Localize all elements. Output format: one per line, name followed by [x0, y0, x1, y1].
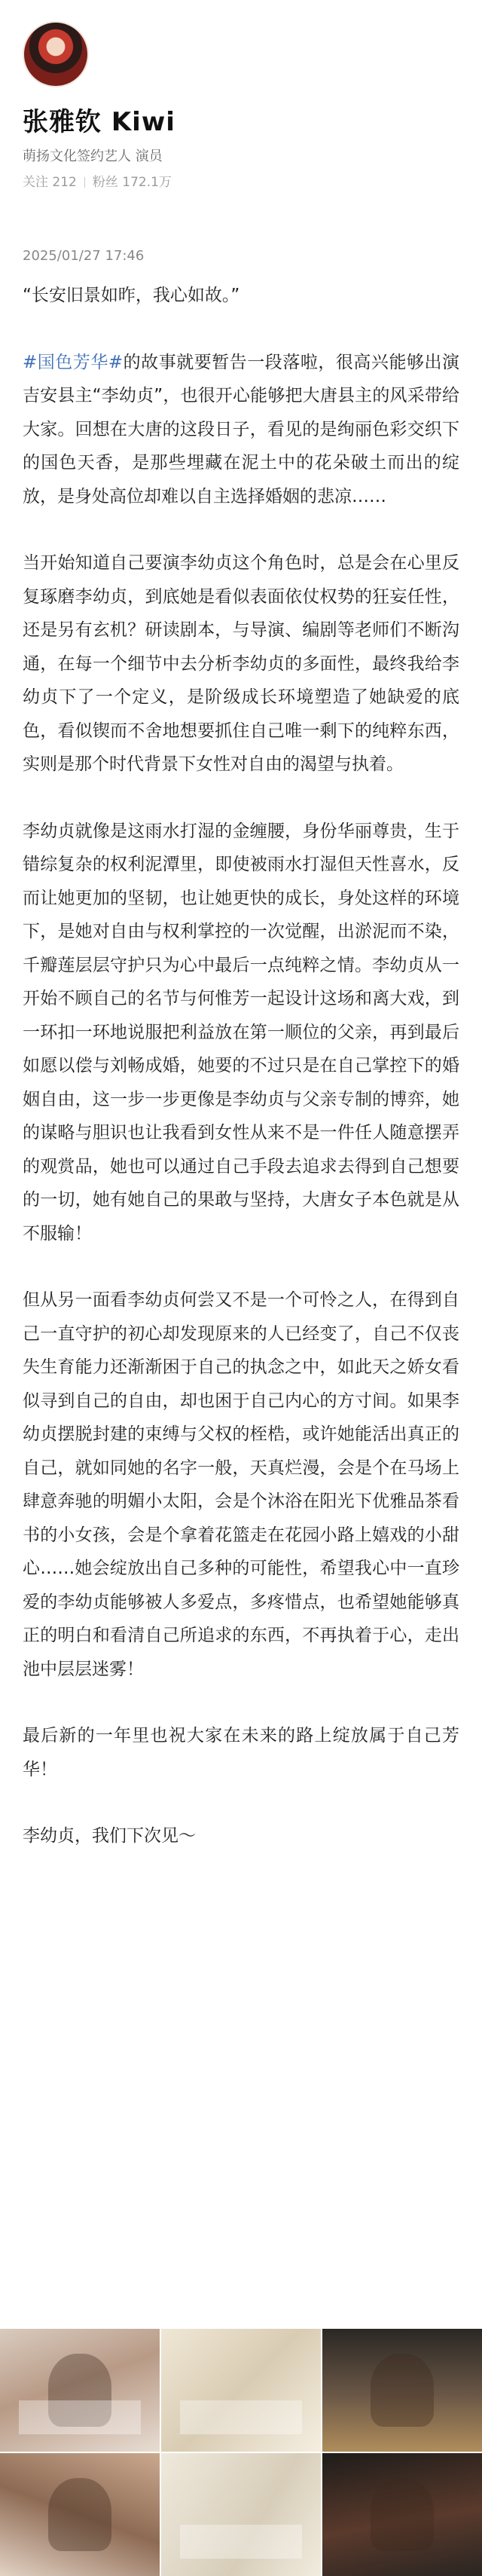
photo-grid: [0, 2329, 482, 2576]
post-paragraph-2: 当开始知道自己要演李幼贞这个角色时，总是会在心里反复琢磨李幼贞，到底她是看似表面依仗权势的狂妄任性，还是另有玄机？研读剧本，与导演、编剧等老师们不断沟通，在每一个细节中去分析李幼贞的多面性，最终我给李幼贞下了一个定义，是阶级成长环境塑造了她缺爱的底色，看似锲而不舍地想要抓住自己唯一剩下的纯粹东西，实则是那个时代背景下女性对自由的渴望与执着。: [23, 553, 459, 774]
avatar[interactable]: [23, 21, 89, 87]
photo-5[interactable]: [161, 2453, 321, 2576]
profile-name[interactable]: 张雅钦 Kiwi: [23, 107, 175, 137]
photo-1[interactable]: [0, 2329, 160, 2452]
followers-count[interactable]: 粉丝 172.1万: [92, 175, 172, 190]
post-paragraph-6: 李幼贞，我们下次见～: [23, 1826, 196, 1846]
stats-divider: [84, 177, 85, 188]
post-paragraph-5: 最后新的一年里也祝大家在未来的路上绽放属于自己芳华！: [23, 1726, 459, 1779]
post-quote: “长安旧景如昨，我心如故。”: [23, 286, 240, 305]
post-timestamp: 2025/01/27 17:46: [23, 248, 145, 264]
post-paragraph-4: 但从另一面看李幼贞何尝又不是一个可怜之人，在得到自己一直守护的初心却发现原来的人已经变了，自己不仅丧失生育能力还渐渐困于自己的执念之中，如此天之娇女看似寻到自己的自由，却也困于自己内心的方寸间。如果李幼贞摆脱封建的束缚与父权的桎梏，或许她能活出真正的自己，就如同她的名字一般，天真烂漫，会是个在马场上肆意奔驰的明媚小太阳，会是个沐浴在阳光下优雅品茶看书的小女孩，会是个拿着花篮走在花园小路上嬉戏的小甜心……她会绽放出自己多种的可能性，希望我心中一直珍爱的李幼贞能够被人多爱点，多疼惜点，也希望她能够真正的明白和看清自己所追求的东西，不再执着于心，走出池中层层迷雾！: [23, 1290, 459, 1679]
post-paragraph-1: [23, 346, 459, 514]
profile-header: [23, 21, 459, 190]
post-body: [23, 279, 459, 1886]
post-paragraph-3: 李幼贞就像是这雨水打湿的金缠腰，身份华丽尊贵，生于错综复杂的权利泥潭里，即使被雨水打湿但天性喜水，反而让她更加的坚韧，也让她更快的成长，身处这样的环境下，是她对自由与权利掌控的一次觉醒，出淤泥而不染，千瓣莲层层守护只为心中最后一点纯粹之情。李幼贞从一开始不顾自己的名节与何惟芳一起设计这场和离大戏，到一环扣一环地说服把利益放在第一顺位的父亲，再到最后如愿以偿与刘畅成婚，她要的不过只是在自己掌控下的婚姻自由，这一步一步更像是李幼贞与父亲专制的博弈，她的谋略与胆识也让我看到女性从来不是一件任人随意摆弄的观赏品，她也可以通过自己手段去追求去得到自己想要的一切，她有她自己的果敢与坚持，大唐女子本色就是从不服输！: [23, 821, 459, 1244]
hashtag-link[interactable]: #国色芳华#: [23, 352, 124, 372]
photo-6[interactable]: [322, 2453, 482, 2576]
profile-stats: [23, 171, 459, 190]
photo-4[interactable]: [0, 2453, 160, 2576]
post-paragraph-1-text: 的故事就要暂告一段落啦，很高兴能够出演吉安县主“李幼贞”，也很开心能够把大唐县主的风采带给大家。回想在大唐的这段日子，看见的是绚丽色彩交织下的国色天香，是那些埋藏在泥土中的花朵破土而出的绽放，是身处高位却难以自主选择婚姻的悲凉……: [23, 352, 459, 506]
following-count[interactable]: 关注 212: [23, 175, 77, 190]
photo-2[interactable]: [161, 2329, 321, 2452]
verification-text: 萌扬文化签约艺人 演员: [23, 148, 163, 164]
photo-3[interactable]: [322, 2329, 482, 2452]
